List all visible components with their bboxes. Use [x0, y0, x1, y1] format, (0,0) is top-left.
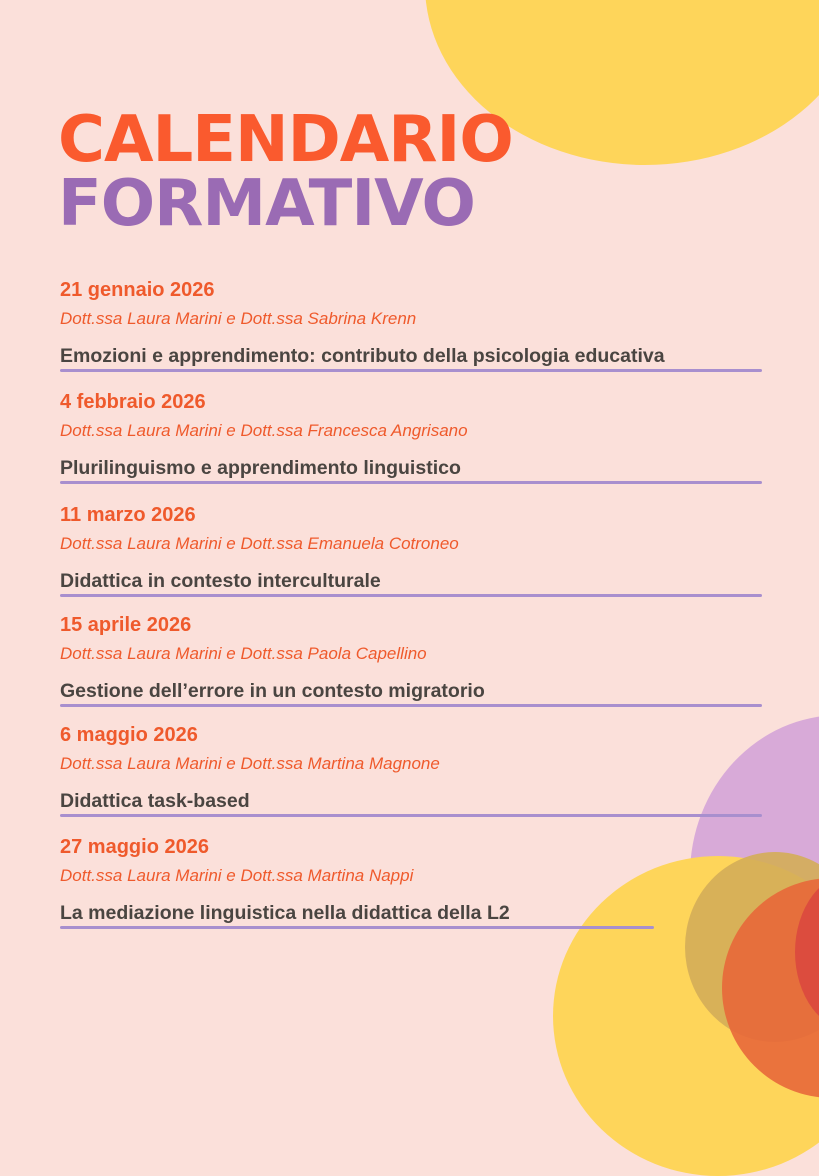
- event-title: Didattica task-based: [60, 790, 250, 812]
- event-divider: [60, 926, 654, 929]
- event-divider: [60, 369, 762, 372]
- event-date: 4 febbraio 2026: [60, 391, 206, 413]
- page-title-secondary: FORMATIVO: [58, 167, 475, 241]
- event-title: La mediazione linguistica nella didattica della L2: [60, 902, 510, 924]
- event-item: [60, 721, 762, 833]
- event-item: [60, 276, 762, 388]
- event-date: 21 gennaio 2026: [60, 279, 215, 301]
- event-speakers: Dott.ssa Laura Marini e Dott.ssa Martina Nappi: [60, 866, 414, 885]
- event-speakers: Dott.ssa Laura Marini e Dott.ssa Emanuela Cotroneo: [60, 534, 459, 553]
- event-date: 6 maggio 2026: [60, 724, 198, 746]
- event-item: [60, 833, 762, 945]
- event-speakers: Dott.ssa Laura Marini e Dott.ssa Francesca Angrisano: [60, 421, 468, 440]
- event-speakers: Dott.ssa Laura Marini e Dott.ssa Martina Magnone: [60, 754, 440, 773]
- event-title: Emozioni e apprendimento: contributo della psicologia educativa: [60, 345, 665, 367]
- event-title: Didattica in contesto interculturale: [60, 570, 381, 592]
- event-date: 11 marzo 2026: [60, 504, 196, 526]
- event-item: [60, 611, 762, 721]
- event-divider: [60, 594, 762, 597]
- event-item: [60, 501, 762, 611]
- event-speakers: Dott.ssa Laura Marini e Dott.ssa Sabrina Krenn: [60, 309, 417, 328]
- page-title-primary: CALENDARIO: [58, 103, 513, 177]
- event-divider: [60, 481, 762, 484]
- event-item: [60, 388, 762, 501]
- event-divider: [60, 704, 762, 707]
- event-title: Plurilinguismo e apprendimento linguistico: [60, 457, 461, 479]
- event-date: 15 aprile 2026: [60, 614, 192, 636]
- event-schedule-list: [60, 276, 762, 945]
- event-date: 27 maggio 2026: [60, 836, 209, 858]
- event-title: Gestione dell’errore in un contesto migratorio: [60, 680, 485, 702]
- event-speakers: Dott.ssa Laura Marini e Dott.ssa Paola Capellino: [60, 644, 427, 663]
- event-divider: [60, 814, 762, 817]
